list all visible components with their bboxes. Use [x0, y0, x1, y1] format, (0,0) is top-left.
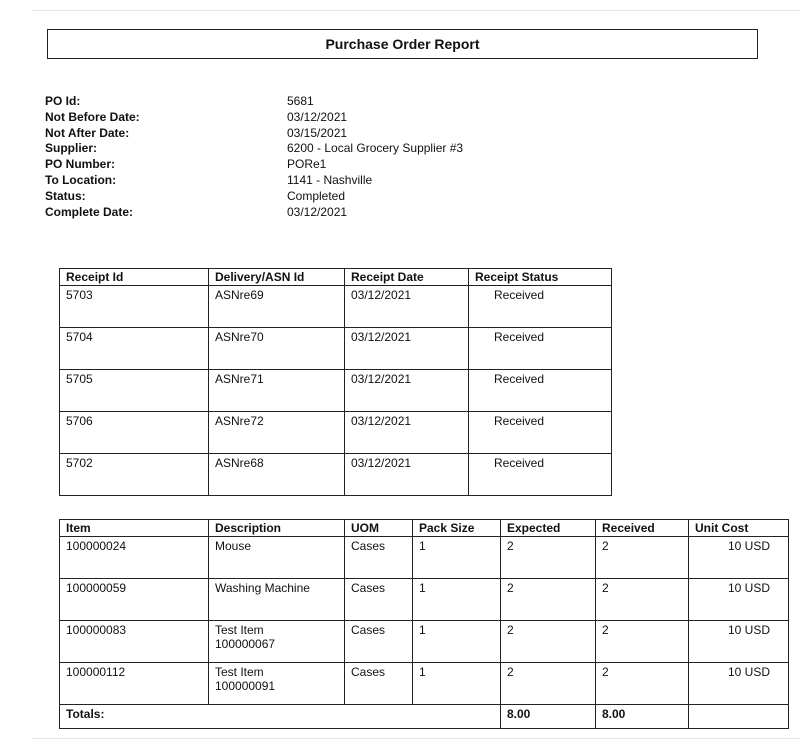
column-header: Delivery/ASN Id [209, 269, 345, 286]
description-line: 100000091 [215, 679, 276, 693]
uom-cell: Cases [345, 579, 413, 621]
receipt-id-cell: 5704 [60, 328, 209, 370]
column-header: Pack Size [413, 520, 501, 537]
item-cell: 100000059 [60, 579, 209, 621]
totals-unit-cost [689, 705, 789, 729]
expected-cell: 2 [501, 663, 596, 705]
asn-id-cell: ASNre70 [209, 328, 345, 370]
receipt-status-cell: Received [469, 370, 612, 412]
table-row [60, 621, 789, 663]
received-cell: 2 [596, 537, 689, 579]
table-row [60, 328, 612, 370]
info-value: 03/15/2021 [287, 125, 348, 140]
top-divider [32, 10, 800, 11]
pack-size-cell: 1 [413, 663, 501, 705]
table-row [60, 286, 612, 328]
items-table [59, 519, 789, 729]
unit-cost-cell: 10 USD [689, 621, 789, 663]
receipt-status-cell: Received [469, 328, 612, 370]
item-cell: 100000112 [60, 663, 209, 705]
info-label: PO Id: [45, 94, 81, 108]
table-row [60, 412, 612, 454]
receipts-table [59, 268, 612, 496]
asn-id-cell: ASNre69 [209, 286, 345, 328]
report-title: Purchase Order Report [47, 29, 758, 59]
receipt-date-cell: 03/12/2021 [345, 454, 469, 496]
received-cell: 2 [596, 621, 689, 663]
table-row [60, 663, 789, 705]
info-label: To Location: [45, 172, 117, 187]
description-line: Washing Machine [215, 581, 310, 595]
column-header: Item [60, 520, 209, 537]
info-value: 6200 - Local Grocery Supplier #3 [287, 141, 464, 156]
receipt-id-cell: 5702 [60, 454, 209, 496]
receipt-id-cell: 5703 [60, 286, 209, 328]
info-value: PORe1 [287, 157, 327, 172]
info-value: 03/12/2021 [287, 109, 348, 124]
asn-id-cell: ASNre68 [209, 454, 345, 496]
receipt-id-cell: 5705 [60, 370, 209, 412]
info-label: Status: [45, 188, 86, 203]
expected-cell: 2 [501, 621, 596, 663]
column-header: Expected [501, 520, 596, 537]
bottom-divider [32, 738, 800, 739]
pack-size-cell: 1 [413, 537, 501, 579]
description-cell [209, 537, 345, 579]
info-label: PO Number: [45, 157, 116, 172]
info-value: 1141 - Nashville [287, 172, 373, 187]
column-header: Receipt Id [60, 269, 209, 286]
totals-expected: 8.00 [501, 705, 596, 729]
column-header: Receipt Status [469, 269, 612, 286]
table-row [60, 579, 789, 621]
unit-cost-cell: 10 USD [689, 663, 789, 705]
table-row [60, 370, 612, 412]
totals-label: Totals: [60, 705, 501, 729]
unit-cost-cell: 10 USD [689, 579, 789, 621]
description-line: 100000067 [215, 637, 276, 651]
received-cell: 2 [596, 663, 689, 705]
info-label: Complete Date: [45, 204, 134, 219]
info-label: Not After Date: [45, 125, 130, 140]
item-cell: 100000024 [60, 537, 209, 579]
receipt-status-cell: Received [469, 454, 612, 496]
totals-received: 8.00 [596, 705, 689, 729]
receipt-date-cell: 03/12/2021 [345, 328, 469, 370]
info-value: 5681 [287, 94, 314, 108]
table-row [60, 537, 789, 579]
item-cell: 100000083 [60, 621, 209, 663]
expected-cell: 2 [501, 537, 596, 579]
description-line: Mouse [215, 539, 252, 553]
asn-id-cell: ASNre71 [209, 370, 345, 412]
receipt-id-cell: 5706 [60, 412, 209, 454]
pack-size-cell: 1 [413, 579, 501, 621]
receipt-date-cell: 03/12/2021 [345, 286, 469, 328]
column-header: UOM [345, 520, 413, 537]
info-value: Completed [287, 188, 346, 203]
info-label: Supplier: [45, 141, 98, 156]
receipt-status-cell: Received [469, 286, 612, 328]
column-header: Received [596, 520, 689, 537]
pack-size-cell: 1 [413, 621, 501, 663]
column-header: Receipt Date [345, 269, 469, 286]
asn-id-cell: ASNre72 [209, 412, 345, 454]
info-label: Not Before Date: [45, 109, 140, 124]
receipt-status-cell: Received [469, 412, 612, 454]
items-header-row [60, 520, 789, 537]
uom-cell: Cases [345, 621, 413, 663]
table-row [60, 454, 612, 496]
receipts-header-row [60, 269, 612, 286]
totals-row [60, 705, 789, 729]
description-line: Test Item [215, 665, 264, 679]
received-cell: 2 [596, 579, 689, 621]
uom-cell: Cases [345, 537, 413, 579]
column-header: Description [209, 520, 345, 537]
expected-cell: 2 [501, 579, 596, 621]
description-cell [209, 579, 345, 621]
receipt-date-cell: 03/12/2021 [345, 412, 469, 454]
description-line: Test Item [215, 623, 264, 637]
description-cell [209, 663, 345, 705]
receipt-date-cell: 03/12/2021 [345, 370, 469, 412]
uom-cell: Cases [345, 663, 413, 705]
description-cell [209, 621, 345, 663]
info-value: 03/12/2021 [287, 204, 348, 219]
unit-cost-cell: 10 USD [689, 537, 789, 579]
column-header: Unit Cost [689, 520, 789, 537]
